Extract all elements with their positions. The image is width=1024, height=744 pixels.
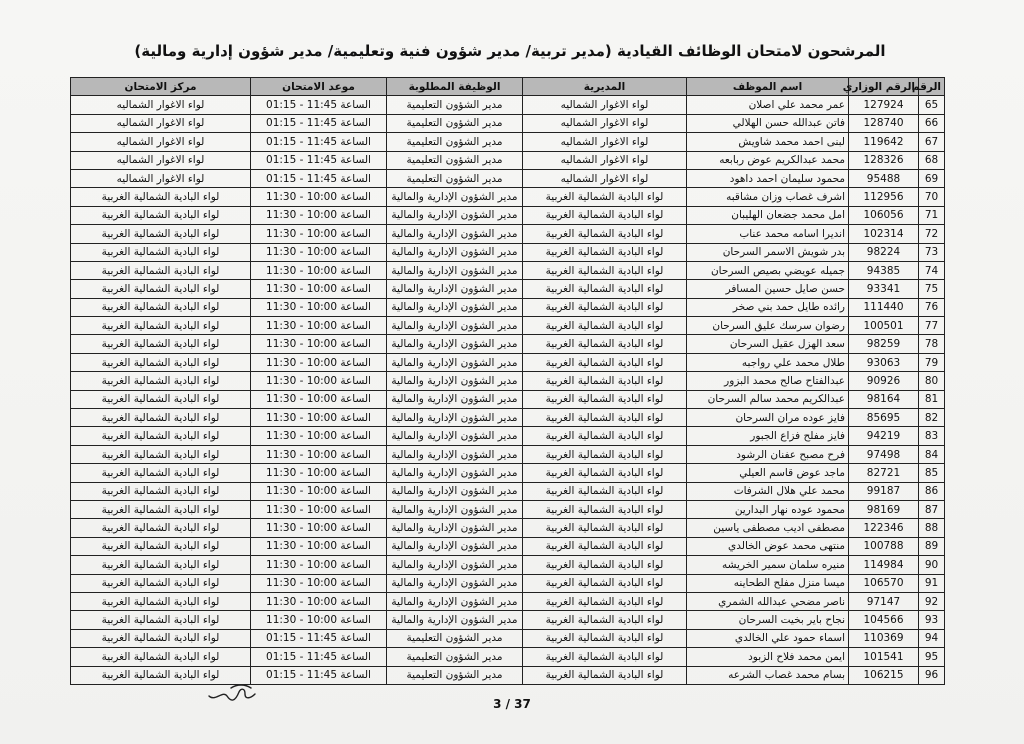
cell-exam-time: الساعة 11:45 - 01:15 [251, 648, 387, 666]
cell-directorate: لواء البادية الشمالية الغربية [523, 500, 687, 518]
cell-ministry-number: 100501 [849, 317, 919, 335]
cell-exam-time: الساعة 10:00 - 11:30 [251, 390, 387, 408]
cell-ministry-number: 119642 [849, 133, 919, 151]
cell-employee-name: ايمن محمد فلاح الزبود [687, 648, 849, 666]
table-row [71, 611, 945, 629]
cell-job: مدير الشؤون الإدارية والمالية [387, 280, 523, 298]
cell-exam-center: لواء البادية الشمالية الغربية [71, 390, 251, 408]
cell-directorate: لواء البادية الشمالية الغربية [523, 353, 687, 371]
cell-exam-center: لواء البادية الشمالية الغربية [71, 537, 251, 555]
cell-directorate: لواء البادية الشمالية الغربية [523, 225, 687, 243]
cell-exam-center: لواء البادية الشمالية الغربية [71, 556, 251, 574]
cell-employee-name: حسن صايل حسين المسافر [687, 280, 849, 298]
cell-job: مدير الشؤون الإدارية والمالية [387, 427, 523, 445]
table-row [71, 317, 945, 335]
cell-job: مدير الشؤون الإدارية والمالية [387, 225, 523, 243]
cell-job: مدير الشؤون الإدارية والمالية [387, 611, 523, 629]
cell-exam-center: لواء البادية الشمالية الغربية [71, 317, 251, 335]
candidates-table [70, 77, 945, 685]
cell-seq: 92 [919, 592, 945, 610]
table-row [71, 648, 945, 666]
cell-exam-center: لواء الاغوار الشماليه [71, 96, 251, 114]
cell-seq: 66 [919, 114, 945, 132]
cell-employee-name: مصطفى اديب مصطفى ياسين [687, 519, 849, 537]
table-row [71, 114, 945, 132]
cell-ministry-number: 100788 [849, 537, 919, 555]
cell-job: مدير الشؤون الإدارية والمالية [387, 335, 523, 353]
cell-job: مدير الشؤون الإدارية والمالية [387, 261, 523, 279]
cell-exam-center: لواء البادية الشمالية الغربية [71, 353, 251, 371]
cell-seq: 85 [919, 464, 945, 482]
cell-directorate: لواء البادية الشمالية الغربية [523, 427, 687, 445]
cell-job: مدير الشؤون الإدارية والمالية [387, 556, 523, 574]
cell-directorate: لواء الاغوار الشماليه [523, 151, 687, 169]
table-row [71, 519, 945, 537]
cell-directorate: لواء البادية الشمالية الغربية [523, 206, 687, 224]
cell-directorate: لواء البادية الشمالية الغربية [523, 556, 687, 574]
cell-employee-name: ماجد عوض قاسم العيلي [687, 464, 849, 482]
cell-seq: 84 [919, 445, 945, 463]
cell-employee-name: نجاح باير بخيت السرحان [687, 611, 849, 629]
cell-employee-name: محمد عبدالكريم عوض ربابعه [687, 151, 849, 169]
cell-exam-center: لواء البادية الشمالية الغربية [71, 409, 251, 427]
cell-seq: 72 [919, 225, 945, 243]
cell-seq: 73 [919, 243, 945, 261]
cell-ministry-number: 111440 [849, 298, 919, 316]
table-header-row [71, 78, 945, 96]
cell-exam-time: الساعة 10:00 - 11:30 [251, 500, 387, 518]
signature-mark [205, 682, 265, 706]
cell-job: مدير الشؤون الإدارية والمالية [387, 592, 523, 610]
cell-ministry-number: 94219 [849, 427, 919, 445]
cell-exam-time: الساعة 10:00 - 11:30 [251, 335, 387, 353]
cell-job: مدير الشؤون الإدارية والمالية [387, 206, 523, 224]
cell-employee-name: جميله عويضي بصيص السرحان [687, 261, 849, 279]
cell-directorate: لواء البادية الشمالية الغربية [523, 261, 687, 279]
cell-employee-name: امل محمد جضعان الهليبان [687, 206, 849, 224]
cell-job: مدير الشؤون الإدارية والمالية [387, 298, 523, 316]
table-row [71, 261, 945, 279]
cell-exam-center: لواء البادية الشمالية الغربية [71, 592, 251, 610]
table-row [71, 151, 945, 169]
cell-seq: 95 [919, 648, 945, 666]
table-row [71, 592, 945, 610]
table-row [71, 574, 945, 592]
cell-directorate: لواء البادية الشمالية الغربية [523, 188, 687, 206]
table-row [71, 298, 945, 316]
cell-employee-name: فرح مصبح عفنان الرشود [687, 445, 849, 463]
cell-directorate: لواء البادية الشمالية الغربية [523, 574, 687, 592]
table-row [71, 96, 945, 114]
cell-seq: 83 [919, 427, 945, 445]
cell-seq: 89 [919, 537, 945, 555]
cell-employee-name: اشرف غصاب وزان مشاقبه [687, 188, 849, 206]
cell-exam-time: الساعة 10:00 - 11:30 [251, 206, 387, 224]
cell-ministry-number: 114984 [849, 556, 919, 574]
cell-exam-center: لواء البادية الشمالية الغربية [71, 500, 251, 518]
cell-job: مدير الشؤون الإدارية والمالية [387, 537, 523, 555]
cell-ministry-number: 127924 [849, 96, 919, 114]
table-row [71, 445, 945, 463]
cell-directorate: لواء البادية الشمالية الغربية [523, 243, 687, 261]
table-row [71, 666, 945, 684]
cell-ministry-number: 106215 [849, 666, 919, 684]
cell-job: مدير الشؤون الإدارية والمالية [387, 188, 523, 206]
cell-exam-time: الساعة 10:00 - 11:30 [251, 445, 387, 463]
cell-directorate: لواء البادية الشمالية الغربية [523, 280, 687, 298]
cell-exam-time: الساعة 11:45 - 01:15 [251, 169, 387, 187]
cell-directorate: لواء البادية الشمالية الغربية [523, 519, 687, 537]
cell-ministry-number: 98164 [849, 390, 919, 408]
cell-directorate: لواء البادية الشمالية الغربية [523, 298, 687, 316]
cell-exam-time: الساعة 11:45 - 01:15 [251, 114, 387, 132]
cell-exam-center: لواء الاغوار الشماليه [71, 133, 251, 151]
cell-exam-center: لواء البادية الشمالية الغربية [71, 629, 251, 647]
cell-ministry-number: 112956 [849, 188, 919, 206]
cell-employee-name: منتهى محمد عوض الخالدي [687, 537, 849, 555]
cell-job: مدير الشؤون الإدارية والمالية [387, 500, 523, 518]
cell-job: مدير الشؤون التعليمية [387, 151, 523, 169]
cell-employee-name: انديرا اسامه محمد عناب [687, 225, 849, 243]
cell-employee-name: بدر شويش الاسمر السرحان [687, 243, 849, 261]
cell-directorate: لواء البادية الشمالية الغربية [523, 464, 687, 482]
cell-ministry-number: 98169 [849, 500, 919, 518]
cell-ministry-number: 90926 [849, 372, 919, 390]
cell-ministry-number: 128740 [849, 114, 919, 132]
cell-seq: 90 [919, 556, 945, 574]
cell-ministry-number: 106056 [849, 206, 919, 224]
cell-directorate: لواء البادية الشمالية الغربية [523, 537, 687, 555]
cell-exam-time: الساعة 10:00 - 11:30 [251, 261, 387, 279]
cell-exam-time: الساعة 10:00 - 11:30 [251, 556, 387, 574]
cell-employee-name: رضوان سرسك عليق السرحان [687, 317, 849, 335]
cell-exam-time: الساعة 10:00 - 11:30 [251, 427, 387, 445]
table-row [71, 482, 945, 500]
cell-seq: 91 [919, 574, 945, 592]
cell-ministry-number: 101541 [849, 648, 919, 666]
cell-job: مدير الشؤون الإدارية والمالية [387, 353, 523, 371]
cell-job: مدير الشؤون التعليمية [387, 629, 523, 647]
cell-directorate: لواء الاغوار الشماليه [523, 114, 687, 132]
cell-employee-name: اسماء حمود علي الخالدي [687, 629, 849, 647]
cell-seq: 68 [919, 151, 945, 169]
document-title: المرشحون لامتحان الوظائف القيادية (مدير تربية/ مدير شؤون فنية وتعليمية/ مدير شؤون إدارية ومالية) [134, 42, 886, 60]
cell-exam-time: الساعة 10:00 - 11:30 [251, 519, 387, 537]
table-row [71, 188, 945, 206]
cell-seq: 86 [919, 482, 945, 500]
page-number: 3 / 37 [493, 697, 531, 711]
cell-exam-center: لواء البادية الشمالية الغربية [71, 519, 251, 537]
cell-ministry-number: 98224 [849, 243, 919, 261]
cell-exam-center: لواء البادية الشمالية الغربية [71, 335, 251, 353]
cell-job: مدير الشؤون الإدارية والمالية [387, 574, 523, 592]
cell-employee-name: ميسا منزل مفلح الطحاينه [687, 574, 849, 592]
cell-exam-center: لواء الاغوار الشماليه [71, 151, 251, 169]
cell-exam-center: لواء البادية الشمالية الغربية [71, 188, 251, 206]
cell-employee-name: محمد علي هلال الشرفات [687, 482, 849, 500]
cell-ministry-number: 99187 [849, 482, 919, 500]
table-row [71, 427, 945, 445]
cell-ministry-number: 93063 [849, 353, 919, 371]
cell-seq: 65 [919, 96, 945, 114]
cell-directorate: لواء البادية الشمالية الغربية [523, 409, 687, 427]
cell-exam-center: لواء الاغوار الشماليه [71, 169, 251, 187]
cell-seq: 75 [919, 280, 945, 298]
cell-job: مدير الشؤون الإدارية والمالية [387, 464, 523, 482]
table-row [71, 372, 945, 390]
cell-directorate: لواء البادية الشمالية الغربية [523, 482, 687, 500]
cell-exam-time: الساعة 10:00 - 11:30 [251, 353, 387, 371]
cell-directorate: لواء البادية الشمالية الغربية [523, 592, 687, 610]
cell-exam-time: الساعة 10:00 - 11:30 [251, 611, 387, 629]
cell-exam-time: الساعة 11:45 - 01:15 [251, 629, 387, 647]
cell-job: مدير الشؤون الإدارية والمالية [387, 243, 523, 261]
header-employee-name: اسم الموظف [687, 78, 849, 96]
cell-ministry-number: 106570 [849, 574, 919, 592]
cell-directorate: لواء البادية الشمالية الغربية [523, 611, 687, 629]
cell-employee-name: فايز مفلح فزاع الجبور [687, 427, 849, 445]
cell-employee-name: منيره سلمان سمير الخريشه [687, 556, 849, 574]
cell-exam-time: الساعة 10:00 - 11:30 [251, 482, 387, 500]
cell-ministry-number: 128326 [849, 151, 919, 169]
cell-seq: 77 [919, 317, 945, 335]
cell-job: مدير الشؤون الإدارية والمالية [387, 372, 523, 390]
cell-exam-time: الساعة 10:00 - 11:30 [251, 592, 387, 610]
cell-exam-time: الساعة 10:00 - 11:30 [251, 409, 387, 427]
cell-ministry-number: 85695 [849, 409, 919, 427]
cell-exam-center: لواء البادية الشمالية الغربية [71, 482, 251, 500]
table-row [71, 243, 945, 261]
cell-seq: 70 [919, 188, 945, 206]
cell-employee-name: لبنى احمد محمد شاويش [687, 133, 849, 151]
cell-directorate: لواء الاغوار الشماليه [523, 169, 687, 187]
cell-ministry-number: 82721 [849, 464, 919, 482]
cell-employee-name: طلال محمد علي رواجبه [687, 353, 849, 371]
cell-seq: 87 [919, 500, 945, 518]
table-row [71, 464, 945, 482]
table-row [71, 629, 945, 647]
cell-ministry-number: 102314 [849, 225, 919, 243]
cell-employee-name: فايز عوده مران السرحان [687, 409, 849, 427]
cell-seq: 76 [919, 298, 945, 316]
cell-job: مدير الشؤون الإدارية والمالية [387, 519, 523, 537]
cell-seq: 81 [919, 390, 945, 408]
cell-ministry-number: 93341 [849, 280, 919, 298]
cell-exam-time: الساعة 10:00 - 11:30 [251, 225, 387, 243]
cell-exam-center: لواء الاغوار الشماليه [71, 114, 251, 132]
cell-employee-name: فاتن عبدالله حسن الهلالي [687, 114, 849, 132]
cell-ministry-number: 122346 [849, 519, 919, 537]
cell-ministry-number: 94385 [849, 261, 919, 279]
cell-seq: 69 [919, 169, 945, 187]
cell-job: مدير الشؤون الإدارية والمالية [387, 482, 523, 500]
cell-directorate: لواء البادية الشمالية الغربية [523, 372, 687, 390]
cell-exam-time: الساعة 10:00 - 11:30 [251, 372, 387, 390]
cell-directorate: لواء البادية الشمالية الغربية [523, 648, 687, 666]
header-seq: الرقم [919, 78, 945, 96]
cell-employee-name: رائده طايل حمد بني صخر [687, 298, 849, 316]
cell-employee-name: عبدالكريم محمد سالم السرحان [687, 390, 849, 408]
cell-exam-center: لواء البادية الشمالية الغربية [71, 445, 251, 463]
cell-seq: 93 [919, 611, 945, 629]
cell-directorate: لواء البادية الشمالية الغربية [523, 629, 687, 647]
cell-employee-name: عمر محمد علي اصلان [687, 96, 849, 114]
cell-seq: 67 [919, 133, 945, 151]
cell-employee-name: محمود سليمان احمد داهود [687, 169, 849, 187]
header-exam-time: موعد الامتحان [251, 78, 387, 96]
cell-directorate: لواء البادية الشمالية الغربية [523, 666, 687, 684]
table-row [71, 206, 945, 224]
cell-exam-time: الساعة 11:45 - 01:15 [251, 96, 387, 114]
table-row [71, 225, 945, 243]
cell-exam-center: لواء البادية الشمالية الغربية [71, 206, 251, 224]
cell-exam-center: لواء البادية الشمالية الغربية [71, 280, 251, 298]
cell-directorate: لواء الاغوار الشماليه [523, 133, 687, 151]
cell-exam-center: لواء البادية الشمالية الغربية [71, 427, 251, 445]
cell-seq: 74 [919, 261, 945, 279]
cell-exam-time: الساعة 10:00 - 11:30 [251, 298, 387, 316]
table-row [71, 169, 945, 187]
cell-job: مدير الشؤون الإدارية والمالية [387, 445, 523, 463]
table-row [71, 390, 945, 408]
cell-seq: 79 [919, 353, 945, 371]
cell-seq: 94 [919, 629, 945, 647]
cell-directorate: لواء الاغوار الشماليه [523, 96, 687, 114]
cell-employee-name: محمود عوده نهار البدارين [687, 500, 849, 518]
cell-exam-time: الساعة 11:45 - 01:15 [251, 151, 387, 169]
table-row [71, 133, 945, 151]
cell-seq: 80 [919, 372, 945, 390]
table-row [71, 556, 945, 574]
cell-exam-time: الساعة 10:00 - 11:30 [251, 574, 387, 592]
cell-exam-center: لواء البادية الشمالية الغربية [71, 261, 251, 279]
table-row [71, 537, 945, 555]
cell-ministry-number: 98259 [849, 335, 919, 353]
table-row [71, 353, 945, 371]
cell-job: مدير الشؤون التعليمية [387, 96, 523, 114]
table-row [71, 335, 945, 353]
cell-directorate: لواء البادية الشمالية الغربية [523, 445, 687, 463]
cell-employee-name: ناصر مضحي عبدالله الشمري [687, 592, 849, 610]
cell-ministry-number: 110369 [849, 629, 919, 647]
cell-job: مدير الشؤون التعليمية [387, 114, 523, 132]
cell-exam-center: لواء البادية الشمالية الغربية [71, 648, 251, 666]
cell-exam-time: الساعة 10:00 - 11:30 [251, 243, 387, 261]
cell-job: مدير الشؤون التعليمية [387, 169, 523, 187]
cell-job: مدير الشؤون الإدارية والمالية [387, 409, 523, 427]
cell-exam-time: الساعة 10:00 - 11:30 [251, 537, 387, 555]
cell-job: مدير الشؤون التعليمية [387, 666, 523, 684]
cell-exam-time: الساعة 10:00 - 11:30 [251, 317, 387, 335]
cell-directorate: لواء البادية الشمالية الغربية [523, 335, 687, 353]
cell-exam-time: الساعة 11:45 - 01:15 [251, 666, 387, 684]
cell-ministry-number: 104566 [849, 611, 919, 629]
cell-exam-center: لواء البادية الشمالية الغربية [71, 298, 251, 316]
cell-directorate: لواء البادية الشمالية الغربية [523, 390, 687, 408]
cell-exam-center: لواء البادية الشمالية الغربية [71, 464, 251, 482]
header-ministry-number: الرقم الوزاري [849, 78, 919, 96]
cell-job: مدير الشؤون التعليمية [387, 133, 523, 151]
cell-ministry-number: 97147 [849, 592, 919, 610]
table-row [71, 409, 945, 427]
cell-seq: 96 [919, 666, 945, 684]
cell-exam-time: الساعة 10:00 - 11:30 [251, 280, 387, 298]
cell-employee-name: بسام محمد غصاب الشرعه [687, 666, 849, 684]
cell-directorate: لواء البادية الشمالية الغربية [523, 317, 687, 335]
cell-exam-center: لواء البادية الشمالية الغربية [71, 666, 251, 684]
table-row [71, 280, 945, 298]
cell-exam-center: لواء البادية الشمالية الغربية [71, 225, 251, 243]
header-job: الوظيفة المطلوبة [387, 78, 523, 96]
cell-seq: 82 [919, 409, 945, 427]
cell-ministry-number: 95488 [849, 169, 919, 187]
cell-ministry-number: 97498 [849, 445, 919, 463]
cell-seq: 71 [919, 206, 945, 224]
cell-employee-name: سعد الهزل عقيل السرحان [687, 335, 849, 353]
cell-exam-center: لواء البادية الشمالية الغربية [71, 611, 251, 629]
header-directorate: المديرية [523, 78, 687, 96]
cell-exam-center: لواء البادية الشمالية الغربية [71, 372, 251, 390]
cell-exam-time: الساعة 11:45 - 01:15 [251, 133, 387, 151]
cell-exam-time: الساعة 10:00 - 11:30 [251, 188, 387, 206]
cell-exam-center: لواء البادية الشمالية الغربية [71, 243, 251, 261]
cell-exam-center: لواء البادية الشمالية الغربية [71, 574, 251, 592]
cell-employee-name: عبدالفتاح صالح محمد البزور [687, 372, 849, 390]
cell-job: مدير الشؤون التعليمية [387, 648, 523, 666]
cell-job: مدير الشؤون الإدارية والمالية [387, 317, 523, 335]
table-row [71, 500, 945, 518]
cell-seq: 78 [919, 335, 945, 353]
cell-exam-time: الساعة 10:00 - 11:30 [251, 464, 387, 482]
cell-job: مدير الشؤون الإدارية والمالية [387, 390, 523, 408]
header-exam-center: مركز الامتحان [71, 78, 251, 96]
cell-seq: 88 [919, 519, 945, 537]
